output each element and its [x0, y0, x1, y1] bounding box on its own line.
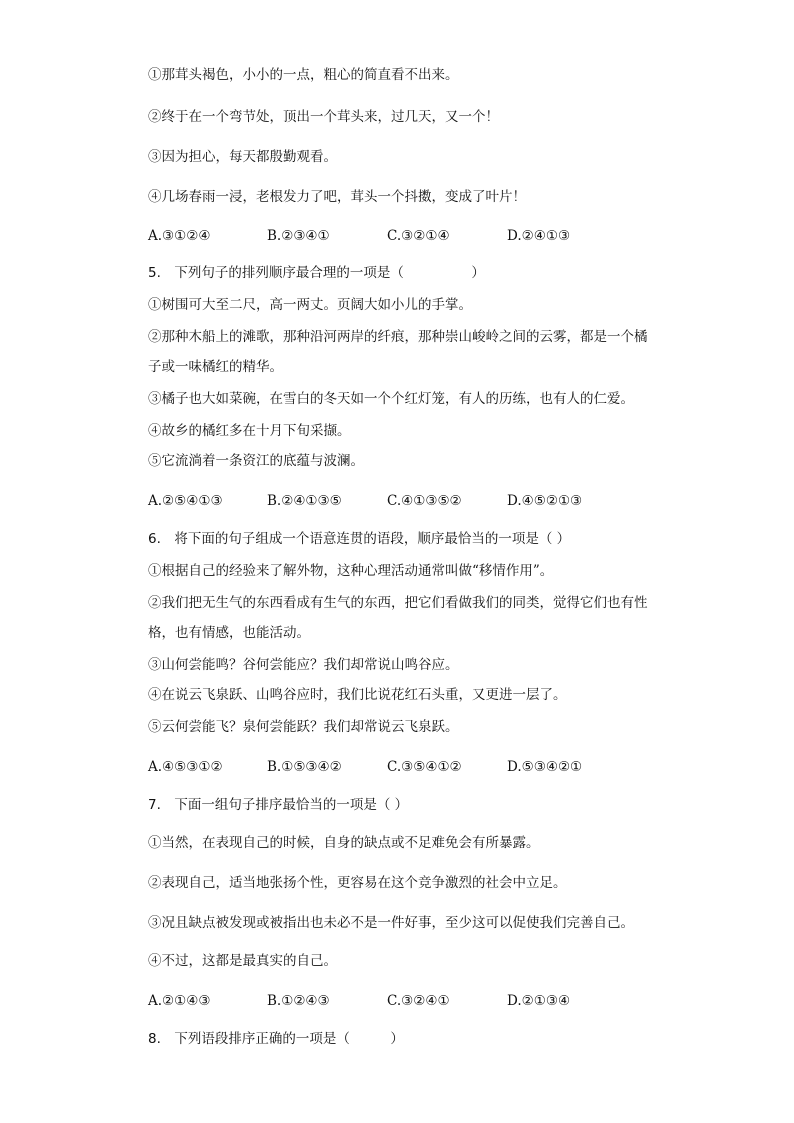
- q7-option-c[interactable]: C.③②④①: [387, 993, 450, 1009]
- q5-option-c[interactable]: C.④①③⑤②: [387, 493, 462, 509]
- q5-sentence-4: ④故乡的橘红多在十月下旬采撷。: [148, 423, 351, 439]
- question-5-stem: 5. 下列句子的排列顺序最合理的一项是（ ）: [148, 265, 485, 281]
- q6-option-d[interactable]: D.⑤③④②①: [507, 759, 583, 775]
- q7-option-a[interactable]: A.②①④③: [148, 993, 211, 1009]
- sentence-1: ①那茸头褐色，小小的一点，粗心的简直看不出来。: [148, 67, 459, 83]
- q6-option-a[interactable]: A.④⑤③①②: [148, 759, 223, 775]
- option-a[interactable]: A.③①②④: [148, 228, 211, 244]
- q6-sentence-2-cont: 格，也有情感，也能活动。: [148, 625, 310, 641]
- q5-option-a[interactable]: A.②⑤④①③: [148, 493, 223, 509]
- q7-sentence-1: ①当然，在表现自己的时候，自身的缺点或不足难免会有所暴露。: [148, 835, 540, 851]
- question-6-stem: 6. 将下面的句子组成一个语意连贯的语段，顺序最恰当的一项是（ ）: [148, 531, 571, 547]
- q6-option-b[interactable]: B.①⑤③④②: [267, 759, 342, 775]
- q7-sentence-3: ③况且缺点被发现或被指出也未必不是一件好事，至少这可以促使我们完善自己。: [148, 915, 634, 931]
- q6-sentence-2: ②我们把无生气的东西看成有生气的东西，把它们看做我们的同类，觉得它们也有性: [148, 595, 648, 611]
- question-7-stem: 7. 下面一组句子排序最恰当的一项是（ ）: [148, 797, 409, 813]
- q6-option-c[interactable]: C.③⑤④①②: [387, 759, 462, 775]
- q5-sentence-1: ①树围可大至二尺，高一两丈。页阔大如小儿的手掌。: [148, 297, 472, 313]
- q6-sentence-5: ⑤云何尝能飞？泉何尝能跃？我们却常说云飞泉跃。: [148, 719, 459, 735]
- q5-sentence-5: ⑤它流淌着一条资江的底蕴与波澜。: [148, 453, 364, 469]
- q7-sentence-2: ②表现自己，适当地张扬个性，更容易在这个竞争激烈的社会中立足。: [148, 875, 567, 891]
- question-8-stem: 8. 下列语段排序正确的一项是（ ）: [148, 1031, 404, 1047]
- q7-sentence-4: ④不过，这都是最真实的自己。: [148, 953, 337, 969]
- q7-option-d[interactable]: D.②①③④: [507, 993, 571, 1009]
- option-b[interactable]: B.②③④①: [267, 228, 330, 244]
- q6-sentence-4: ④在说云飞泉跃、山鸣谷应时，我们比说花红石头重，又更进一层了。: [148, 687, 567, 703]
- q5-sentence-2: ②那种木船上的滩歌，那种沿河两岸的纤痕，那种崇山峻岭之间的云雾，都是一个橘: [148, 329, 648, 345]
- sentence-4: ④几场春雨一浸，老根发力了吧，茸头一个抖擞，变成了叶片！: [148, 189, 526, 205]
- sentence-2: ②终于在一个弯节处，顶出一个茸头来，过几天，又一个！: [148, 109, 499, 125]
- option-c[interactable]: C.③②①④: [387, 228, 450, 244]
- q6-sentence-1: ①根据自己的经验来了解外物，这种心理活动通常叫做“移情作用”。: [148, 563, 554, 579]
- q6-sentence-3: ③山何尝能鸣？谷何尝能应？我们却常说山鸣谷应。: [148, 657, 459, 673]
- q5-sentence-3: ③橘子也大如菜碗，在雪白的冬天如一个个红灯笼，有人的历练，也有人的仁爱。: [148, 391, 634, 407]
- q5-option-d[interactable]: D.④⑤②①③: [507, 493, 583, 509]
- option-d[interactable]: D.②④①③: [507, 228, 571, 244]
- q7-option-b[interactable]: B.①②④③: [267, 993, 330, 1009]
- sentence-3: ③因为担心，每天都殷勤观看。: [148, 149, 337, 165]
- q5-sentence-2-cont: 子或一味橘红的精华。: [148, 359, 283, 375]
- q5-option-b[interactable]: B.②④①③⑤: [267, 493, 342, 509]
